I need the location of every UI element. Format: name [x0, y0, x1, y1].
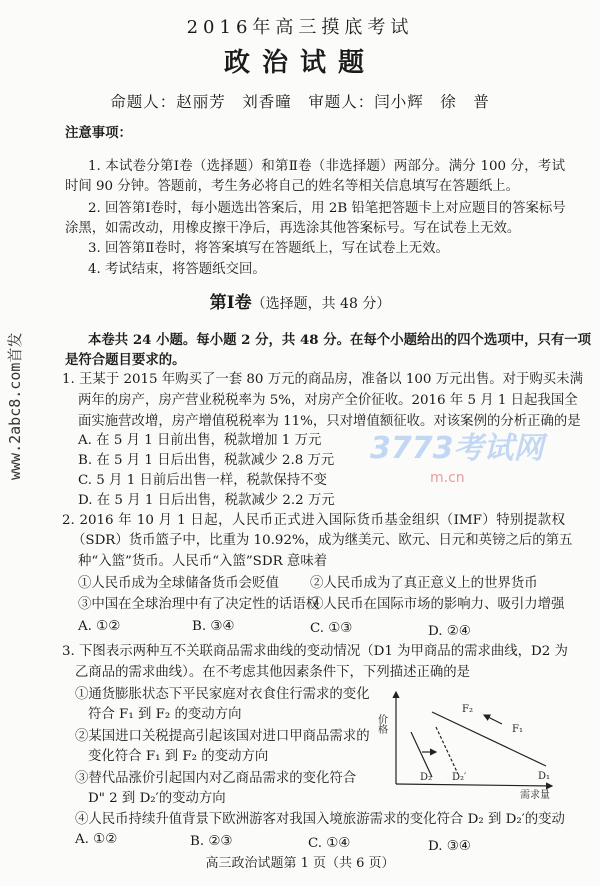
exam-subject: 政治试题 — [223, 48, 376, 78]
url-watermark: m.cn — [430, 470, 465, 486]
section-heading — [0, 294, 600, 313]
question-1-stem: 两年的房产，房产营业税税率为 5%，对房产全价征收。2016 年 5 月 1 日起我国全 — [78, 393, 578, 408]
question-1-option-a: A. 在 5 月 1 日前出售，税款增加 1 万元 — [78, 433, 322, 448]
notice-heading: 注意事项： — [65, 125, 132, 141]
x-axis — [396, 784, 552, 786]
question-3-option-b: B. ②③ — [190, 834, 233, 849]
question-2-option-b: B. ③④ — [192, 619, 235, 634]
curve-d2 — [411, 732, 432, 777]
label-d1: D₁ — [538, 771, 551, 782]
instructions-line: 本卷共 24 小题。每小题 2 分，共 48 分。在每个小题给出的四个选项中，只有一项 — [88, 332, 592, 348]
label-f2: F₂ — [462, 704, 473, 715]
y-axis-label: 价格 — [375, 714, 387, 734]
question-3-option-c: C. ①④ — [308, 836, 351, 851]
question-3-option-d: D. ③④ — [428, 839, 471, 854]
x-axis-label: 需求量 — [520, 790, 550, 801]
question-2-stem: 种“入篮”货币。人民币“入篮”SDR 意味着 — [78, 554, 328, 569]
question-3-item: ①通货膨胀状态下平民家庭对衣食住行需求的变化 — [75, 687, 370, 702]
notice-line: 4. 考试结束，将答题纸交回。 — [88, 262, 266, 277]
question-2-stem: （SDR）货币篮子中，比重为 10.92%，成为继美元、欧元、日元和英镑之后的第五 — [72, 533, 573, 548]
curve-d2-prime — [436, 727, 458, 774]
question-3-stem: 3. 下图表示两种互不关联商品需求曲线的变动情况（D1 为甲商品的需求曲线，D2 为 — [62, 644, 568, 659]
exam-authors: 命题人：赵丽芳 刘香曈 审题人：闫小辉 徐 普 — [110, 93, 490, 111]
question-3-stem: 乙商品的需求曲线）。在不考虑其他因素条件下，下列描述正确的是 — [75, 665, 471, 680]
exam-title: 2016年高三摸底考试 — [186, 17, 414, 38]
notice-line: 时间 90 分钟。答题前，考生务必将自己的姓名等相关信息填写在答题纸上。 — [65, 179, 520, 194]
question-2-item: ②人民币成为了真正意义上的世界货币 — [310, 576, 538, 591]
question-1-option-b: B. 在 5 月 1 日后出售，税款减少 2.8 万元 — [78, 453, 335, 468]
label-d2: D₂ — [420, 772, 433, 783]
notice-line: 2. 回答第Ⅰ卷时，每小题选出答案后，用 2B 铅笔把答题卡上对应题目的答案标号 — [88, 201, 566, 216]
question-3-item: 变化符合 F₁ 到 F₂ 的变动方向 — [88, 749, 269, 764]
question-1-stem: 面实施营改增，房产增值税税率为 11%，只对增值额征收。对该案例的分析正确的是 — [78, 414, 581, 429]
question-2-item: ①人民币成为全球储备货币会贬值 — [78, 576, 279, 591]
logo-watermark: 3773考试网 — [370, 431, 544, 466]
question-3-option-a: A. ①② — [75, 832, 118, 847]
side-watermark: www.2abc8.com首发 — [6, 332, 24, 480]
question-1-option-d: D. 在 5 月 1 日后出售，税款减少 2.2 万元 — [78, 493, 335, 508]
question-2-stem: 2. 2016 年 10 月 1 日起，人民币正式进入国际货币基金组织（IMF）特别提款权 — [62, 513, 565, 528]
label-d2-prime: D₂′ — [452, 772, 467, 783]
demand-curve-figure — [375, 680, 560, 806]
question-1-stem: 1. 王某于 2015 年购买了一套 80 万元的商品房，准备以 100 万元出售。对于购买未满 — [62, 372, 583, 387]
question-3-item: ③替代品涨价引起国内对乙商品需求的变化符合 — [75, 771, 357, 786]
question-3-item: 符合 F₁ 到 F₂ 的变动方向 — [88, 707, 242, 722]
question-2-option-d: D. ②④ — [428, 624, 471, 639]
section-title: 第Ⅰ卷 — [209, 293, 252, 313]
arrow-f1-to-f2 — [484, 715, 502, 724]
question-3-item: ④人民币持续升值背景下欧洲游客对我国入境旅游需求的变化符合 D₂ 到 D₂′的变动 — [75, 812, 565, 827]
instructions-line: 是符合题目要求的。 — [65, 352, 186, 368]
question-3-item: D" 2 到 D₂′的变动方向 — [88, 791, 226, 806]
notice-line: 3. 回答第Ⅱ卷时，将答案填写在答题纸上，写在试卷上无效。 — [88, 241, 449, 256]
question-2-item: ③中国在全球治理中有了决定性的话语权 — [78, 597, 320, 612]
label-f1: F₁ — [512, 724, 523, 735]
question-2-item: ④人民币在国际市场的影响力、吸引力增强 — [310, 597, 565, 612]
question-1-option-c: C. 5 月 1 日前后出售一样，税款保持不变 — [78, 473, 327, 488]
curve-d1 — [432, 712, 546, 766]
notice-line: 1. 本试卷分第Ⅰ卷（选择题）和第Ⅱ卷（非选择题）两部分。满分 100 分，考试 — [88, 159, 565, 174]
page-footer: 高三政治试题第 1 页（共 6 页） — [205, 856, 395, 871]
question-2-option-c: C. ①③ — [310, 621, 353, 636]
question-3-item: ②某国进口关税提高引起该国对进口甲商品需求的 — [75, 729, 370, 744]
section-note: （选择题，共 48 分） — [251, 296, 391, 312]
notice-line: 涂黑，如需改动，用橡皮擦干净后，再选涂其他答案标号。写在试卷上无效。 — [65, 221, 521, 236]
question-2-option-a: A. ①② — [78, 619, 121, 634]
